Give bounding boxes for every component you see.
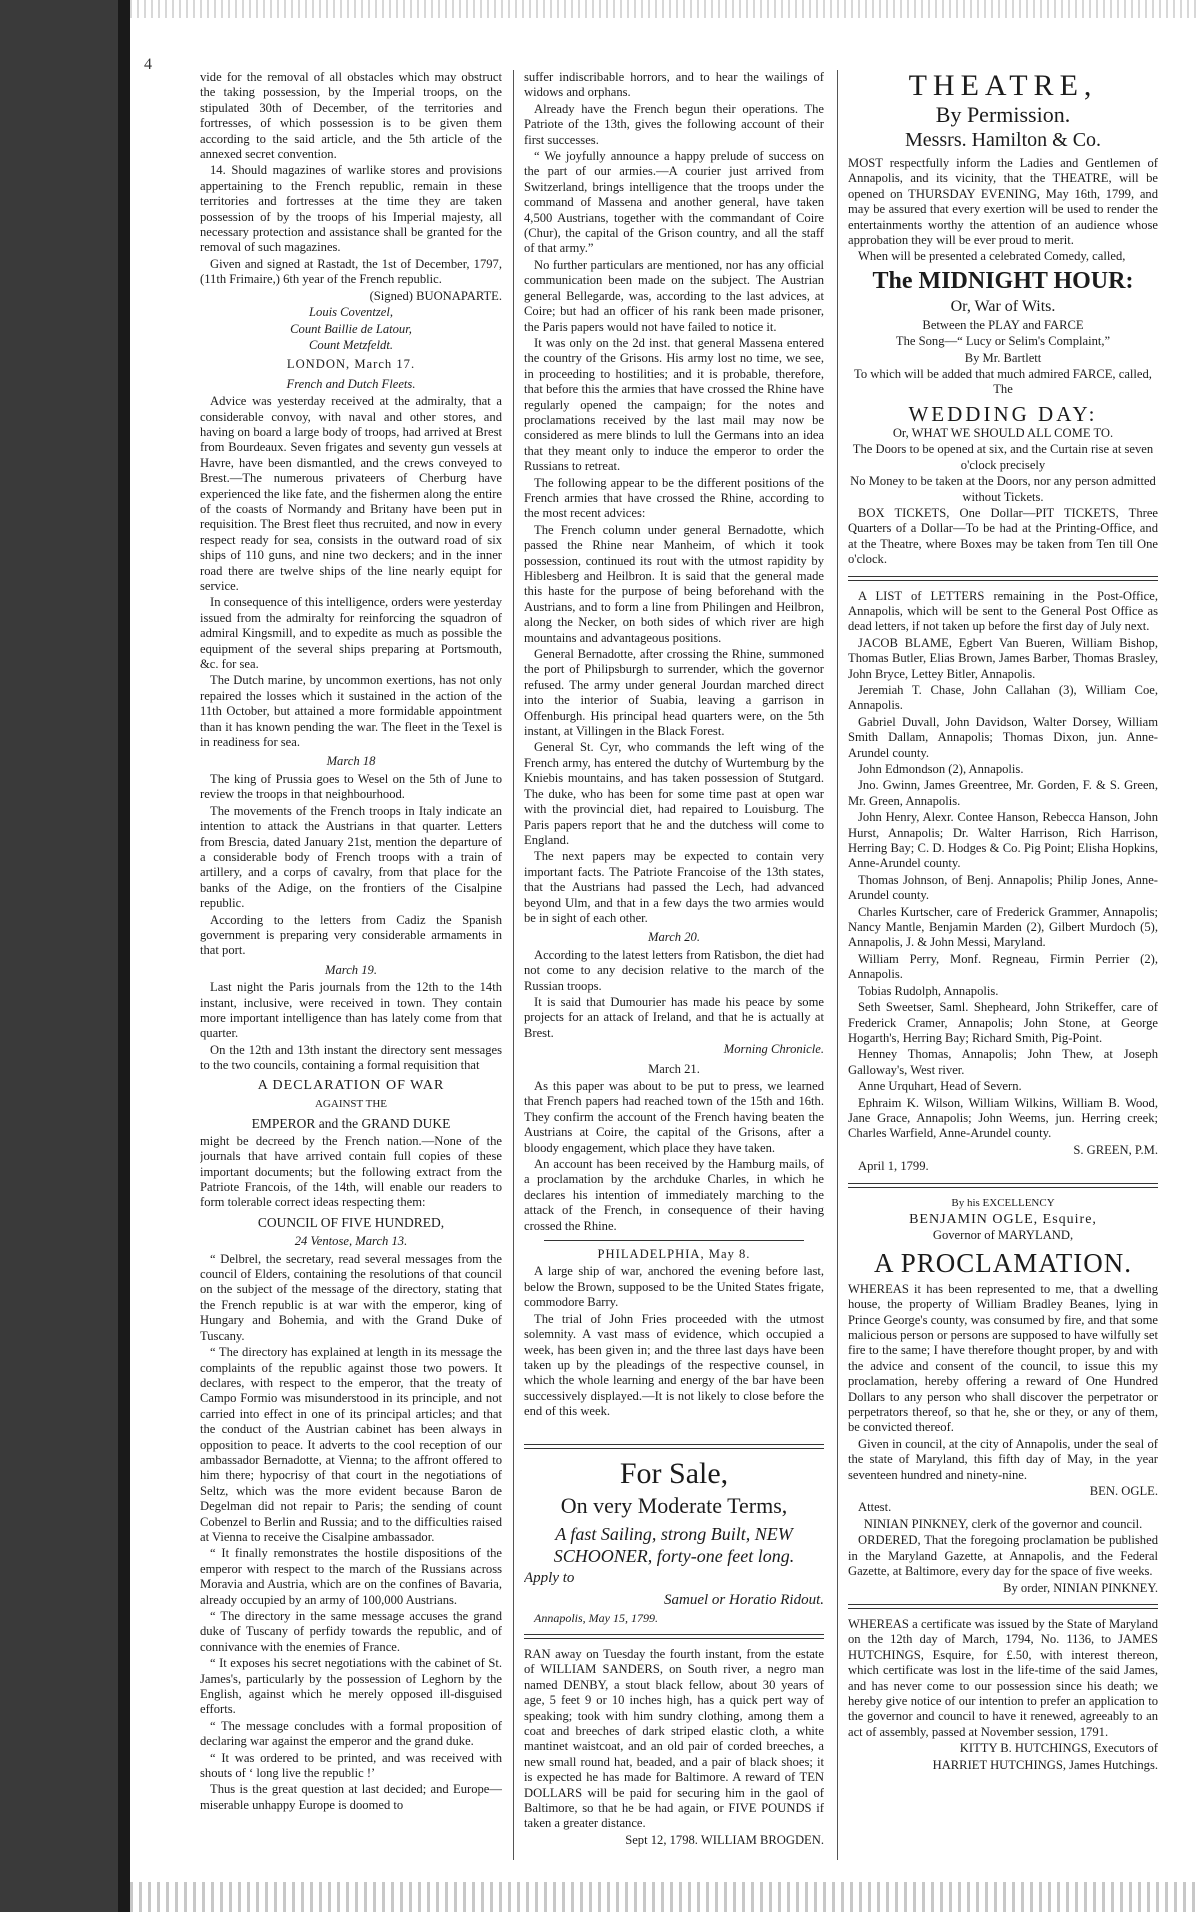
article-paragraph: “ It was ordered to be printed, and was received with shouts of ‘ long live the republic !’ bbox=[200, 1750, 502, 1781]
letters-entry: Jeremiah T. Chase, John Callahan (3), William Coe, Annapolis. bbox=[848, 682, 1158, 713]
article-paragraph: The next papers may be expected to contain very important facts. The Patriote Francoise of the 13th states, that the Austrians had passed the Lech, had advanced beyond Ulm, and that in a few days the two armies would be in sight of each other. bbox=[524, 849, 824, 925]
treaty-paragraph: 14. Should magazines of warlike stores and provisions appertaining to the French republic, remain in these territories and fortresses at the time they are taken possession of by the troops of his Imperial majesty, all necessary protection and assistance shall be granted for the removal of such magazines. bbox=[200, 163, 502, 255]
declaration-subheading: AGAINST THE bbox=[314, 1098, 387, 1110]
letters-entry: Thomas Johnson, of Benj. Annapolis; Philip Jones, Anne-Arundel county. bbox=[848, 872, 1158, 903]
letters-entry: Tobias Rudolph, Annapolis. bbox=[858, 983, 999, 998]
letters-entry: Henney Thomas, Annapolis; John Thew, at Joseph Galloway's, West river. bbox=[848, 1047, 1158, 1077]
article-paragraph: “ The directory in the same message accuses the grand duke of Tuscany of perfidy towards the republic, and of connivance with the enemies of France. bbox=[200, 1609, 502, 1654]
article-paragraph: No further particulars are mentioned, nor has any official communication been made on the subject. The Austrian general Bellegarde, was, according to the last advices, at Coire; but had an officer of his rank been made prisoner, the Paris papers would not have failed to notice it. bbox=[524, 257, 824, 334]
article-paragraph: “ Delbrel, the secretary, read several messages from the council of Elders, containing the resolutions of that council on the subject of the message of the directory, stating that the French republic is at war with the emperor, king of Hungary and Bohemia, and with the Grand Duke of Tuscany. bbox=[200, 1251, 502, 1343]
letters-entry: JACOB BLAME, Egbert Van Bueren, William Bishop, Thomas Butler, Elias Brown, James Barber, Thomas Brasley, John Bryce, Lettey Bitler, Annapolis. bbox=[848, 635, 1158, 681]
article-paragraph: Last night the Paris journals from the 12th to the 14th instant, inclusive, were received in town. They contain more important intelligence than has lately come from that quarter. bbox=[200, 980, 502, 1041]
proclamation-given: Given in council, at the city of Annapolis, under the seal of the state of Maryland, this fifth day of May, in the year seventeen hundred and ninety-nine. bbox=[848, 1436, 1158, 1482]
article-paragraph: The following appear to be the different positions of the French armies that have crossed the Rhine, according to the most recent advices: bbox=[524, 475, 824, 521]
date-heading: March 21. bbox=[648, 1061, 700, 1076]
letters-entry: Charles Kurtscher, care of Frederick Grammer, Annapolis; Nancy Mantle, Benjamin Marden (2), Gilbert Murdoch (5), Annapolis, J. & John Messi, Maryland. bbox=[848, 904, 1158, 950]
article-paragraph: A large ship of war, anchored the evening before last, below the Brown, supposed to be the United States frigate, commodore Barry. bbox=[524, 1264, 824, 1310]
article-paragraph: “ The directory has explained at length in its message the complaints of the republic against those two powers. It declares, with respect to the emperor, that the treaty of Campo Formio was misunderstood in its principle, and not carried into effect in one of its principal articles; and that the conduct of the Austrian cabinet has been always in opposition to peace. It adverts to the cool reception of our ambassador Bernadotte, at Vienna; to the affront offered to him there; hypocrisy of that court in the negotiations of Seltz, which was the more evident because Baron de Degelman did not repair to Paris; the sending of count Cobenzel to Berlin and Russia; and to the difficulties raised at Vienna to receive the Cisalpine ambassador. bbox=[200, 1345, 502, 1544]
schooner-line: SCHOONER, forty-one feet long. bbox=[553, 1545, 795, 1566]
article-paragraph: “ The message concludes with a formal proposition of declaring war against the emperor and the grand duke. bbox=[200, 1718, 502, 1749]
letters-entry: Gabriel Duvall, John Davidson, Walter Dorsey, William Smith Dallam, Annapolis; Thomas Dixon, jun. Anne-Arundel county. bbox=[848, 714, 1158, 760]
program-note: Between the PLAY and FARCE bbox=[922, 317, 1084, 332]
proclamation-by: By his EXCELLENCY bbox=[951, 1196, 1055, 1209]
play-subtitle: Or, War of Wits. bbox=[950, 297, 1056, 315]
letters-entry: John Henry, Alexr. Contee Hanson, Rebecca Hanson, John Hurst, Annapolis; Dr. Walter Harrison, Rich Harrison, Herring Bay; C. D. Hodges & Co. Pig Point; Elisha Hopkins, Anne-Arundel county. bbox=[848, 810, 1158, 871]
source-credit: Morning Chronicle. bbox=[723, 1042, 824, 1057]
column-1 bbox=[200, 70, 502, 1860]
permission-heading: By Permission. bbox=[935, 102, 1071, 127]
ticket-info: BOX TICKETS, One Dollar—PIT TICKETS, Three Quarters of a Dollar—To be had at the Printing-Office, and at the Theatre, where Boxes may be taken from Ten till One o'clock. bbox=[848, 505, 1158, 567]
date-heading: March 18 bbox=[326, 754, 376, 769]
ad-date: Annapolis, May 15, 1799. bbox=[534, 1610, 658, 1625]
declaration-subheading: EMPEROR and the GRAND DUKE bbox=[251, 1116, 451, 1132]
london-subhead: French and Dutch Fleets. bbox=[286, 376, 416, 391]
article-paragraph: An account has been received by the Hamburg mails, of a proclamation by the archduke Charles, in which he declares his intention of immediately marching to the attack of the French, in consequence of their having crossed the Rhine. bbox=[524, 1157, 824, 1233]
play-title: The MIDNIGHT HOUR: bbox=[872, 267, 1134, 294]
clerk-name: NINIAN PINKNEY, clerk of the governor and council. bbox=[863, 1516, 1143, 1531]
runaway-signature: Sept 12, 1798. WILLIAM BROGDEN. bbox=[625, 1832, 824, 1847]
article-paragraph: On the 12th and 13th instant the directory sent messages to the two councils, containing a formal requisition that bbox=[200, 1042, 502, 1073]
article-paragraph: “ It exposes his secret negotiations with the cabinet of St. James's, particularly by the possession of Leghorn by the English, against which he merely opposed ill-disguised efforts. bbox=[200, 1656, 502, 1717]
treaty-paragraph: vide for the removal of all obstacles which may obstruct the taking possession, by the Imperial troops, on the stipulated 30th of December, of the territories and fortresses, of which possession is to be given them according to the said article, and the 5th article of the annexed secret convention. bbox=[200, 70, 502, 162]
letters-entry: Jno. Gwinn, James Greentree, Mr. Gorden, F. & S. Green, Mr. Green, Annapolis. bbox=[848, 778, 1158, 808]
article-paragraph: The Dutch marine, by uncommon exertions, has not only repaired the losses which it sustained in the action of the 11th October, but attained a more formidable appointment than it has known pending the war. The fleet in the Texel is in readiness for sea. bbox=[200, 673, 502, 750]
farce-subtitle: Or, WHAT WE SHOULD ALL COME TO. bbox=[892, 425, 1114, 440]
theatre-announcement: When will be presented a celebrated Comedy, called, bbox=[858, 249, 1126, 264]
article-paragraph: The movements of the French troops in Italy indicate an intention to attack the Austrians in that quarter. Letters from Brescia, dated January 21st, mention the departure of a considerable body of French troops with a train of artillery, and a corps of cavalry, from that place for the banks of the Adige, on the frontiers of the Cisalpine republic. bbox=[200, 803, 502, 911]
letters-date: April 1, 1799. bbox=[858, 1159, 929, 1174]
program-note: To which will be added that much admired FARCE, called, The bbox=[854, 367, 1152, 397]
divider bbox=[544, 1240, 804, 1241]
treaty-signature: (Signed) BUONAPARTE. bbox=[369, 288, 502, 303]
company-heading: Messrs. Hamilton & Co. bbox=[904, 129, 1102, 151]
program-note: The Doors to be opened at six, and the Curtain rise at seven o'clock precisely bbox=[852, 442, 1154, 472]
article-paragraph: According to the latest letters from Ratisbon, the diet had not come to any decision relative to the march of the Russian troops. bbox=[524, 947, 824, 993]
letters-entry: John Edmondson (2), Annapolis. bbox=[858, 762, 1024, 776]
theatre-heading: THEATRE, bbox=[908, 70, 1098, 102]
divider bbox=[848, 1183, 1158, 1188]
treaty-signatory: Count Baillie de Latour, bbox=[290, 321, 412, 336]
farce-title: WEDDING DAY: bbox=[908, 401, 1098, 426]
article-paragraph: might be decreed by the French nation.—None of the journals that have arrived contain full copies of these important documents; but the following extract from the Patriote Francois, of the 14th, will enable our readers to form tolerable correct ideas respecting them: bbox=[200, 1133, 502, 1210]
postmaster-signature: S. GREEN, P.M. bbox=[1073, 1142, 1158, 1157]
treaty-paragraph: Given and signed at Rastadt, the 1st of December, 1797, (11th Frimaire,) 6th year of the French republic. bbox=[200, 256, 502, 287]
article-paragraph: suffer indiscribable horrors, and to hear the wailings of widows and orphans. bbox=[524, 70, 824, 100]
letters-entry: William Perry, Monf. Regneau, Firmin Perrier (2), Annapolis. bbox=[848, 951, 1158, 982]
executor-signature: HARRIET HUTCHINGS, James Hutchings. bbox=[932, 1757, 1158, 1772]
council-heading: COUNCIL OF FIVE HUNDRED, bbox=[257, 1214, 445, 1230]
letters-entry: Ephraim K. Wilson, William Wilkins, William B. Wood, Jane Grace, Annapolis; John Weems, jun. Herring creek; Charles Warfield, Anne-Arundel county. bbox=[848, 1095, 1158, 1141]
article-paragraph: In consequence of this intelligence, orders were yesterday issued from the admiralty for reinforcing the squadron of admiral Kingsmill, and to expedite as much as possible the equipment of the several ships preparing at Portsmouth, &c. for sea. bbox=[200, 595, 502, 672]
apply-line: Apply to bbox=[524, 1569, 575, 1586]
article-paragraph: “ We joyfully announce a happy prelude of success on the part of our armies.—A courier just arrived from Switzerland, brings intelligence that the troops under the command of Massena and another general, have taken 4,500 Austrians, together with the commandant of Coire (Chur), the capital of the Grison country, and all the staff of that army.” bbox=[524, 149, 824, 256]
letters-entry: Anne Urquhart, Head of Severn. bbox=[858, 1079, 1022, 1094]
divider bbox=[524, 1444, 824, 1449]
treaty-signatory: Louis Coventzel, bbox=[309, 305, 393, 320]
article-paragraph: The king of Prussia goes to Wesel on the 5th of June to review the troops in that neighbourhood. bbox=[200, 771, 502, 802]
declaration-heading: A DECLARATION OF WAR bbox=[257, 1077, 445, 1093]
program-note: The Song—“ Lucy or Selim's Complaint,” bbox=[895, 334, 1111, 349]
date-heading: 24 Ventose, March 13. bbox=[294, 1234, 408, 1249]
divider bbox=[524, 1634, 824, 1639]
order-text: ORDERED, That the foregoing proclamation be published in the Maryland Gazette, at Annapolis, and the Federal Gazette, at Baltimore, every day for the space of five weeks. bbox=[848, 1533, 1158, 1579]
date-heading: March 19. bbox=[325, 962, 377, 977]
philadelphia-dateline: PHILADELPHIA, May 8. bbox=[597, 1247, 751, 1262]
certificate-notice: WHEREAS a certificate was issued by the State of Maryland on the 12th day of March, 1794, No. 1136, to JAMES HUTCHINGS, Esquire, for £.50, with interest thereon, which certificate was lost in the life-time of the said James, and has never come to our possession since his death; we hereby give notice of our intention to prefer an application to the governor and council to have it renewed, agreeably to an act of assembly, passed at November session, 1791. bbox=[848, 1616, 1158, 1739]
article-paragraph: The French column under general Bernadotte, which passed the Rhine near Manheim, of which it took possession, continued its rout with the utmost rapidity by Hiblesberg and Heilbron. It is said that the general made this haste for the purpose of being beforehand with the Austrians, and to form a line from Philingen and Heilbron, along the Necker, on both sides of which river are high mountains and advantageous positions. bbox=[524, 522, 824, 645]
proclamation-text: WHEREAS it has been represented to me, that a dwelling house, the property of William Bradley Beanes, lying in Prince George's county, was consumed by fire, and that some malicious person or persons are supposed to have wilfully set fire to the same; I have therefore thought proper, by and with the advice and consent of the council, to issue this my proclamation, hereby offering a reward of One Hundred Dollars to any person who shall discover the perpetrator or perpetrators thereof, so that he, she or they, or any of them, be convicted thereof. bbox=[848, 1281, 1158, 1435]
program-note: No Money to be taken at the Doors, nor any person admitted without Tickets. bbox=[850, 474, 1156, 504]
column-2 bbox=[524, 70, 824, 1860]
divider bbox=[848, 576, 1158, 581]
divider bbox=[848, 1604, 1158, 1609]
for-sale-heading: For Sale, bbox=[619, 1456, 729, 1490]
column-3 bbox=[848, 70, 1158, 1860]
article-paragraph: General Bernadotte, after crossing the Rhine, summoned the port of Philipsburgh to surrender, which the governor refused. The army under general Jourdan marched direct into the interior of Suabia, leaving a garrison in Offenburgh. His principal head quarters were, on the 5th instant, at Villingen in the Black Forest. bbox=[524, 647, 824, 739]
treaty-signatory: Count Metzfeldt. bbox=[309, 337, 393, 352]
proclamation-signature: BEN. OGLE. bbox=[1089, 1484, 1158, 1499]
for-sale-subheading: On very Moderate Terms, bbox=[560, 1492, 788, 1518]
date-heading: March 20. bbox=[648, 930, 700, 945]
attest-label: Attest. bbox=[858, 1500, 892, 1515]
letters-intro: A LIST of LETTERS remaining in the Post-Office, Annapolis, which will be sent to the General Post Office as dead letters, if not taken up before the first day of July next. bbox=[848, 588, 1158, 634]
article-paragraph: Thus is the great question at last decided; and Europe—miserable unhappy Europe is doomed to bbox=[200, 1782, 502, 1812]
article-paragraph: The trial of John Fries proceeded with the utmost solemnity. A vast mass of evidence, which occupied a week, has been given in; and the three last days have been taken up by the pleadings of the respective counsel, in which the whole learning and energy of the bar have been successively displayed.—It is not likely to close before the end of this week. bbox=[524, 1311, 824, 1419]
theatre-announcement: MOST respectfully inform the Ladies and Gentlemen of Annapolis, and its vicinity, that the THEATRE, will be opened on THURSDAY EVENING, May 16th, 1799, and may be assured that every exertion will be used to render the entertainments worthy the attention of an audience whose approbation they will be ever proud to merit. bbox=[848, 156, 1158, 248]
page-top-edge bbox=[130, 0, 1200, 18]
page-mark: 4 bbox=[144, 56, 152, 73]
governor-name: BENJAMIN OGLE, Esquire, bbox=[909, 1211, 1097, 1227]
order-signature: By order, NINIAN PINKNEY. bbox=[1003, 1580, 1158, 1595]
column-rule bbox=[837, 70, 838, 1860]
article-paragraph: General St. Cyr, who commands the left wing of the French army, has entered the dutchy of Wurtemburg by the Kniebis mountains, and has taken possession of Stutgard. The duke, who has been for some time past at open war with the provincial diet, had repaired to Louisburg. The Paris papers report that he and the dutchess will come to England. bbox=[524, 740, 824, 847]
article-paragraph: According to the letters from Cadiz the Spanish government is preparing very considerable armaments in that port. bbox=[200, 912, 502, 958]
article-paragraph: It was only on the 2d inst. that general Massena entered the country of the Grisons. His army lost no time, we see, in proceeding to hostilities; and it is probable, therefore, that before this the armies that have crossed the Rhine have regularly opened the campaign; for the notes and proclamations received by the last mail may now be considered as mere blinds to lull the Germans into an idea that they meant only to induce the emperor to order the Russians to retreat. bbox=[524, 335, 824, 474]
executor-signature: KITTY B. HUTCHINGS, Executors of bbox=[959, 1741, 1158, 1756]
article-paragraph: “ It finally remonstrates the hostile dispositions of the emperor with respect to the march of the Russians across Moravia and Austria, which are on the confines of Bavaria, already occupied by an army of 100,000 Austrians. bbox=[200, 1546, 502, 1607]
article-paragraph: As this paper was about to be put to press, we learned that French papers had reached town of the 15th and 16th. They confirm the account of the French having beaten the Austrians at Coire, the capital of the Grisons, after a bloody engagement, which place they have taken. bbox=[524, 1079, 824, 1155]
runaway-notice: RAN away on Tuesday the fourth instant, from the estate of WILLIAM SANDERS, on South river, a negro man named DENBY, a stout black fellow, about 30 years of age, 5 feet 9 or 10 inches high, has a quick pert way of speaking; took with him sundry clothing, among them a coat and breeches of dark striped elastic cloth, a white mantinet waistcoat, and an old pair of corded breeches, a new small round hat, beaded, and a pair of black shoes; it is expected he has made for Baltimore. A reward of TEN DOLLARS will be paid for securing him in the gaol of Baltimore, so that he be had again, or FIVE POUNDS if taken a greater distance. bbox=[524, 1646, 824, 1831]
proclamation-heading: A PROCLAMATION. bbox=[873, 1247, 1133, 1278]
book-spine bbox=[0, 0, 130, 1912]
london-dateline: LONDON, March 17. bbox=[286, 357, 416, 372]
governor-title: Governor of MARYLAND, bbox=[932, 1228, 1074, 1243]
article-paragraph: Already have the French begun their operations. The Patriote of the 13th, gives the following account of their first successes. bbox=[524, 101, 824, 147]
seller-name: Samuel or Horatio Ridout. bbox=[664, 1591, 824, 1608]
column-rule bbox=[513, 70, 514, 1860]
article-paragraph: It is said that Dumourier has made his peace by some projects for an attack of Ireland, and that he is actually at Brest. bbox=[524, 994, 824, 1040]
letters-entry: Seth Sweetser, Saml. Shepheard, John Strikeffer, care of Frederick Cramer, Annapolis; John Stone, at George Hogarth's, Herring Bay; Richard Smith, Pig-Point. bbox=[848, 1000, 1158, 1045]
newspaper-page bbox=[144, 56, 1178, 1890]
program-note: By Mr. Bartlett bbox=[964, 350, 1042, 365]
article-paragraph: Advice was yesterday received at the admiralty, that a considerable convoy, with naval and other stores, and having on board a large body of troops, had arrived at Brest from Bourdeaux. Seven frigates and seventy gun vessels at Havre, have been dismantled, and the crews conveyed to Brest.—The numerous privateers of Cherburg have experienced the like fate, and the fishermen along the entire of the coasts of Normandy and Britany have been put in requisition. The Brest fleet thus recruited, and now in every respect ready for sea, consists in the outward road of six ships of 110 guns, and nine two deckers; and in the inner road there are twelve ships of the line nearly equipt for service. bbox=[200, 394, 502, 593]
schooner-line: A fast Sailing, strong Built, NEW bbox=[555, 1523, 793, 1544]
